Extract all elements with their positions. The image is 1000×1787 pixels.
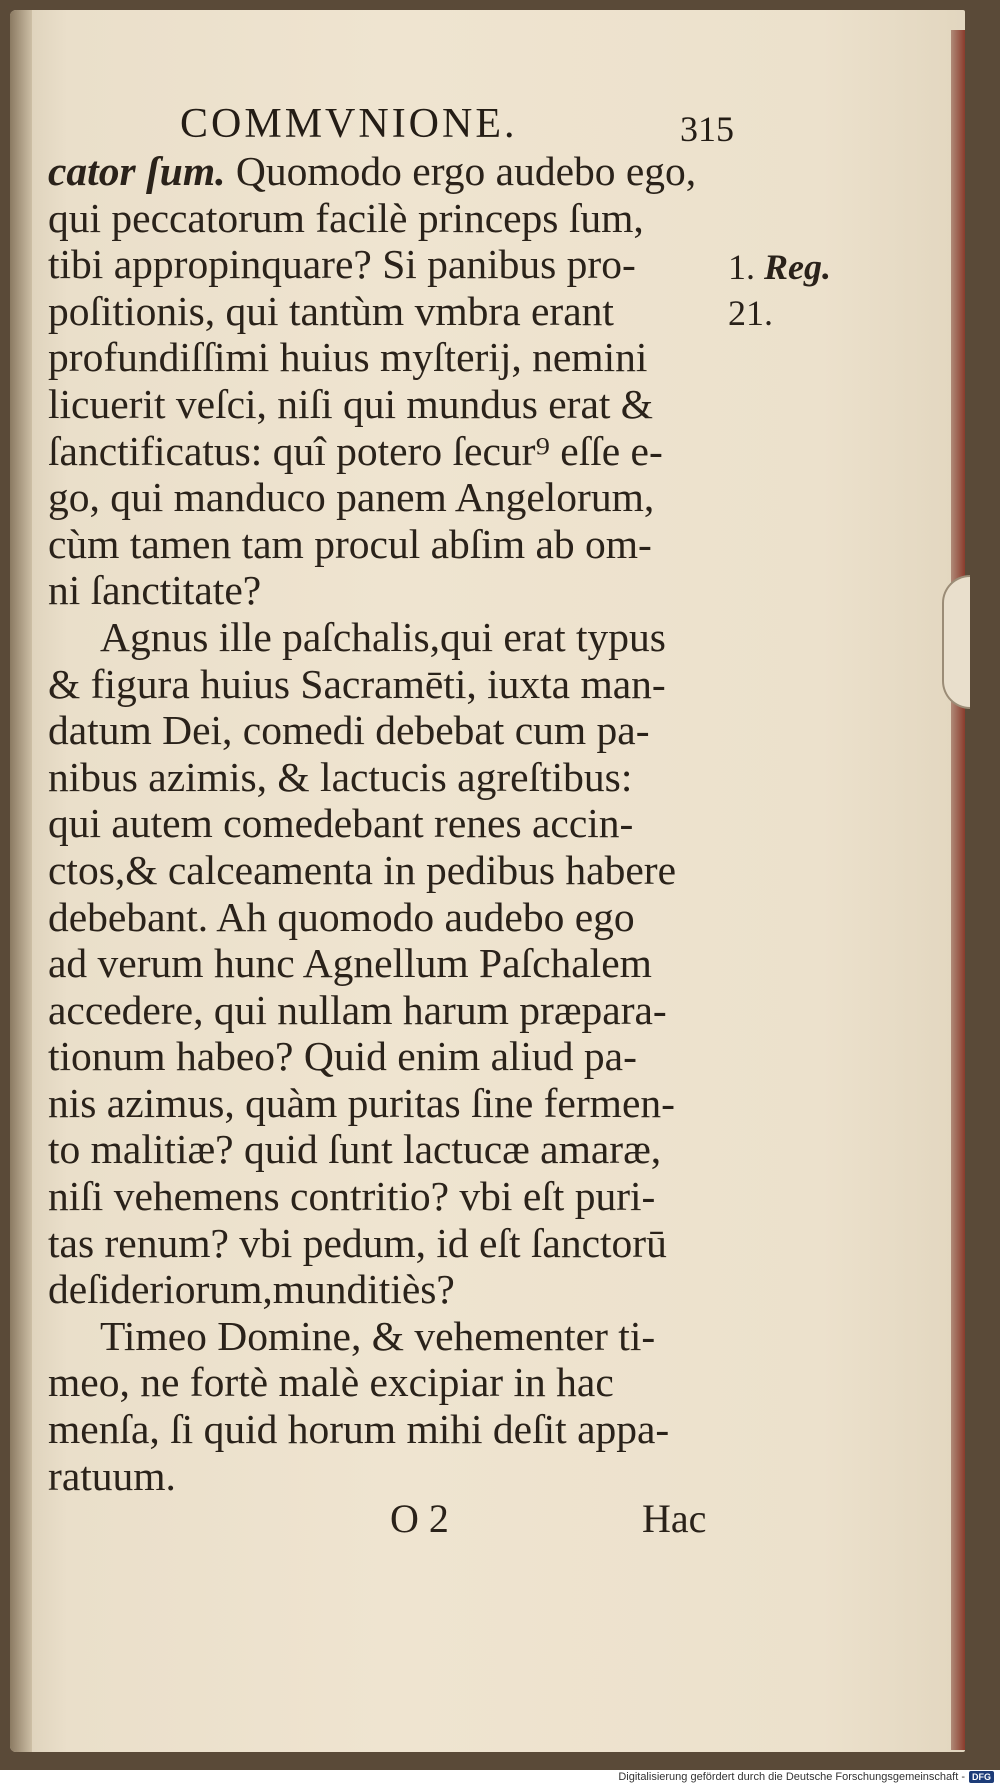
line-text: & figura huius Sacramēti, iuxta man-: [48, 660, 666, 707]
line-text: to malitiæ? quid ſunt lactucæ amaræ,: [48, 1126, 662, 1173]
line-text: poſitionis, qui tantùm vmbra erant: [48, 287, 614, 334]
page-gutter: [10, 10, 32, 1752]
line-text: tas renum? vbi pedum, id eſt ſanctorū: [48, 1219, 667, 1266]
text-line: [48, 940, 728, 987]
text-line: [48, 381, 728, 428]
text-line: [48, 428, 728, 475]
running-head: COMMVNIONE.: [180, 101, 518, 147]
text-line: [48, 1359, 728, 1406]
text-line: [48, 754, 728, 801]
page-header: [0, 100, 1000, 150]
line-text: licuerit veſci, niſi qui mundus erat &: [48, 380, 654, 427]
line-text: qui autem comedebant renes accin-: [48, 800, 634, 847]
margin-note-book: Reg.: [764, 247, 831, 287]
page-number: 315: [680, 109, 734, 149]
line-text: qui peccatorum facilè princeps ſum,: [48, 194, 644, 241]
catchword: Hac: [642, 1496, 707, 1541]
line-text: datum Dei, comedi debebat cum pa-: [48, 707, 650, 754]
line-text: ad verum hunc Agnellum Paſchalem: [48, 940, 652, 987]
line-text: tionum habeo? Quid enim aliud pa-: [48, 1033, 637, 1080]
text-line: [48, 1080, 728, 1127]
text-line: [48, 1453, 728, 1500]
line-text: profundiſſimi huius myſterij, nemini: [48, 334, 648, 381]
text-line: [48, 195, 728, 242]
line-text: cùm tamen tam procul abſim ab om-: [48, 520, 652, 567]
line-text: nibus azimis, & lactucis agreſtibus:: [48, 753, 633, 800]
line-text: deſideriorum,munditiès?: [48, 1266, 455, 1313]
margin-note-prefix: 1.: [728, 247, 755, 287]
text-line: [48, 1126, 728, 1173]
text-line: [48, 334, 728, 381]
line-text: ſanctificatus: quî potero ſecur⁹ eſſe e-: [48, 427, 663, 474]
line-text: ctos,& calceamenta in pedibus habere: [48, 846, 676, 893]
line-text: Timeo Domine, & vehementer ti-: [100, 1312, 656, 1359]
line-text: tibi appropinquare? Si panibus pro-: [48, 241, 636, 288]
line-text: menſa, ſi quid horum mihi deſit appa-: [48, 1406, 670, 1453]
line-text: ni ſanctitate?: [48, 567, 262, 614]
text-line: [48, 614, 728, 661]
text-line: [48, 1220, 728, 1267]
line-text: meo, ne fortè malè excipiar in hac: [48, 1359, 614, 1406]
line-text: ratuum.: [48, 1452, 176, 1499]
text-line: [48, 707, 728, 754]
text-line: [48, 1313, 728, 1360]
line-text: niſi vehemens contritio? vbi eſt puri-: [48, 1173, 656, 1220]
page-red-edge: [951, 30, 965, 1750]
margin-note-line-1: [728, 244, 831, 290]
text-line: [48, 1033, 728, 1080]
body-text: [48, 148, 728, 1499]
digitization-credit: [618, 1771, 994, 1783]
text-line: [48, 987, 728, 1034]
text-line: [48, 474, 728, 521]
line-text: Quomodo ergo audebo ego,: [225, 148, 697, 194]
text-line: [48, 288, 728, 335]
text-line: [48, 661, 728, 708]
margin-note-line-2: 21.: [728, 293, 773, 333]
text-line: [48, 847, 728, 894]
line-text: accedere, qui nullam harum præpara-: [48, 986, 667, 1033]
signature-mark: O 2: [390, 1496, 449, 1541]
margin-note: [728, 244, 831, 336]
text-line: [48, 148, 728, 195]
line-text: nis azimus, quàm puritas ſine fermen-: [48, 1079, 675, 1126]
text-line: [48, 800, 728, 847]
credit-text: Digitalisierung gefördert durch die Deutsche Forschungsgemeinschaft -: [618, 1771, 965, 1783]
text-line: [48, 894, 728, 941]
text-line: [48, 1266, 728, 1313]
text-line: [48, 567, 728, 614]
line-text: go, qui manduco panem Angelorum,: [48, 474, 655, 521]
dfg-logo: DFG: [969, 1771, 994, 1783]
text-line: [48, 521, 728, 568]
text-line: [48, 1173, 728, 1220]
page-tab-marker: [942, 575, 970, 709]
text-line: [48, 1406, 728, 1453]
italic-run: cator ſum.: [48, 148, 226, 194]
line-text: debebant. Ah quomodo audebo ego: [48, 893, 635, 940]
line-text: Agnus ille paſchalis,qui erat typus: [100, 613, 666, 660]
text-line: [48, 241, 728, 288]
